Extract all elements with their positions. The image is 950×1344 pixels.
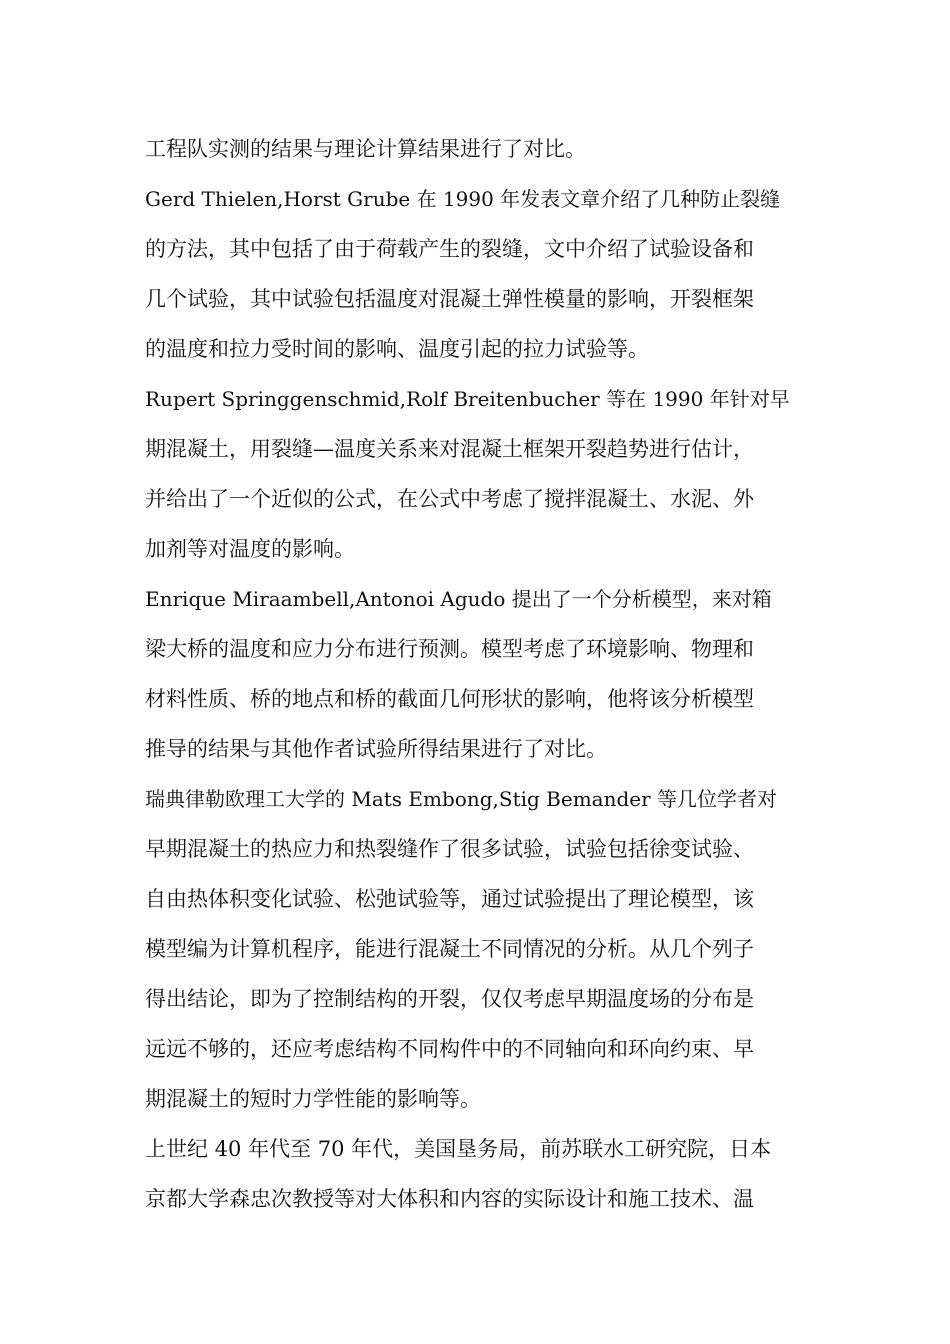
text-line: 材料性质、桥的地点和桥的截面几何形状的影响，他将该分析模型	[145, 687, 754, 711]
text-line: 几个试验，其中试验包括温度对混凝土弹性模量的影响，开裂框架	[145, 287, 754, 311]
text-line: 期混凝土，用裂缝—温度关系来对混凝土框架开裂趋势进行估计，	[145, 437, 754, 461]
text-line: 得出结论，即为了控制结构的开裂，仅仅考虑早期温度场的分布是	[145, 987, 754, 1011]
text-line: 并给出了一个近似的公式，在公式中考虑了搅拌混凝土、水泥、外	[145, 487, 754, 511]
text-line: 加剂等对温度的影响。	[145, 537, 355, 561]
text-line: 推导的结果与其他作者试验所得结果进行了对比。	[145, 737, 607, 761]
text-line: 梁大桥的温度和应力分布进行预测。模型考虑了环境影响、物理和	[145, 637, 754, 661]
text-line: 自由热体积变化试验、松弛试验等，通过试验提出了理论模型，该	[145, 887, 754, 911]
text-line: 工程队实测的结果与理论计算结果进行了对比。	[145, 137, 586, 161]
text-line: 上世纪 40 年代至 70 年代，美国垦务局，前苏联水工研究院，日本	[145, 1137, 772, 1161]
body-text	[145, 124, 810, 1224]
text-line: 远远不够的，还应考虑结构不同构件中的不同轴向和环向约束、早	[145, 1037, 754, 1061]
text-line: Gerd Thielen,Horst Grube 在 1990 年发表文章介绍了几种防止裂缝	[145, 187, 781, 211]
text-line: Enrique Miraambell,Antonoi Agudo 提出了一个分析模型，来对箱	[145, 587, 772, 611]
text-line: 瑞典律勒欧理工大学的 Mats Embong,Stig Bemander 等几位学者对	[145, 787, 778, 811]
text-line: 模型编为计算机程序，能进行混凝土不同情况的分析。从几个列子	[145, 937, 754, 961]
text-line: 早期混凝土的热应力和热裂缝作了很多试验，试验包括徐变试验、	[145, 837, 754, 861]
text-line: 京都大学森忠次教授等对大体积和内容的实际设计和施工技术、温	[145, 1187, 754, 1211]
text-line: 期混凝土的短时力学性能的影响等。	[145, 1087, 481, 1111]
text-line: Rupert Springgenschmid,Rolf Breitenbucher 等在 1990 年针对早	[145, 387, 790, 411]
text-line: 的温度和拉力受时间的影响、温度引起的拉力试验等。	[145, 337, 649, 361]
text-line: 的方法，其中包括了由于荷载产生的裂缝，文中介绍了试验设备和	[145, 237, 754, 261]
